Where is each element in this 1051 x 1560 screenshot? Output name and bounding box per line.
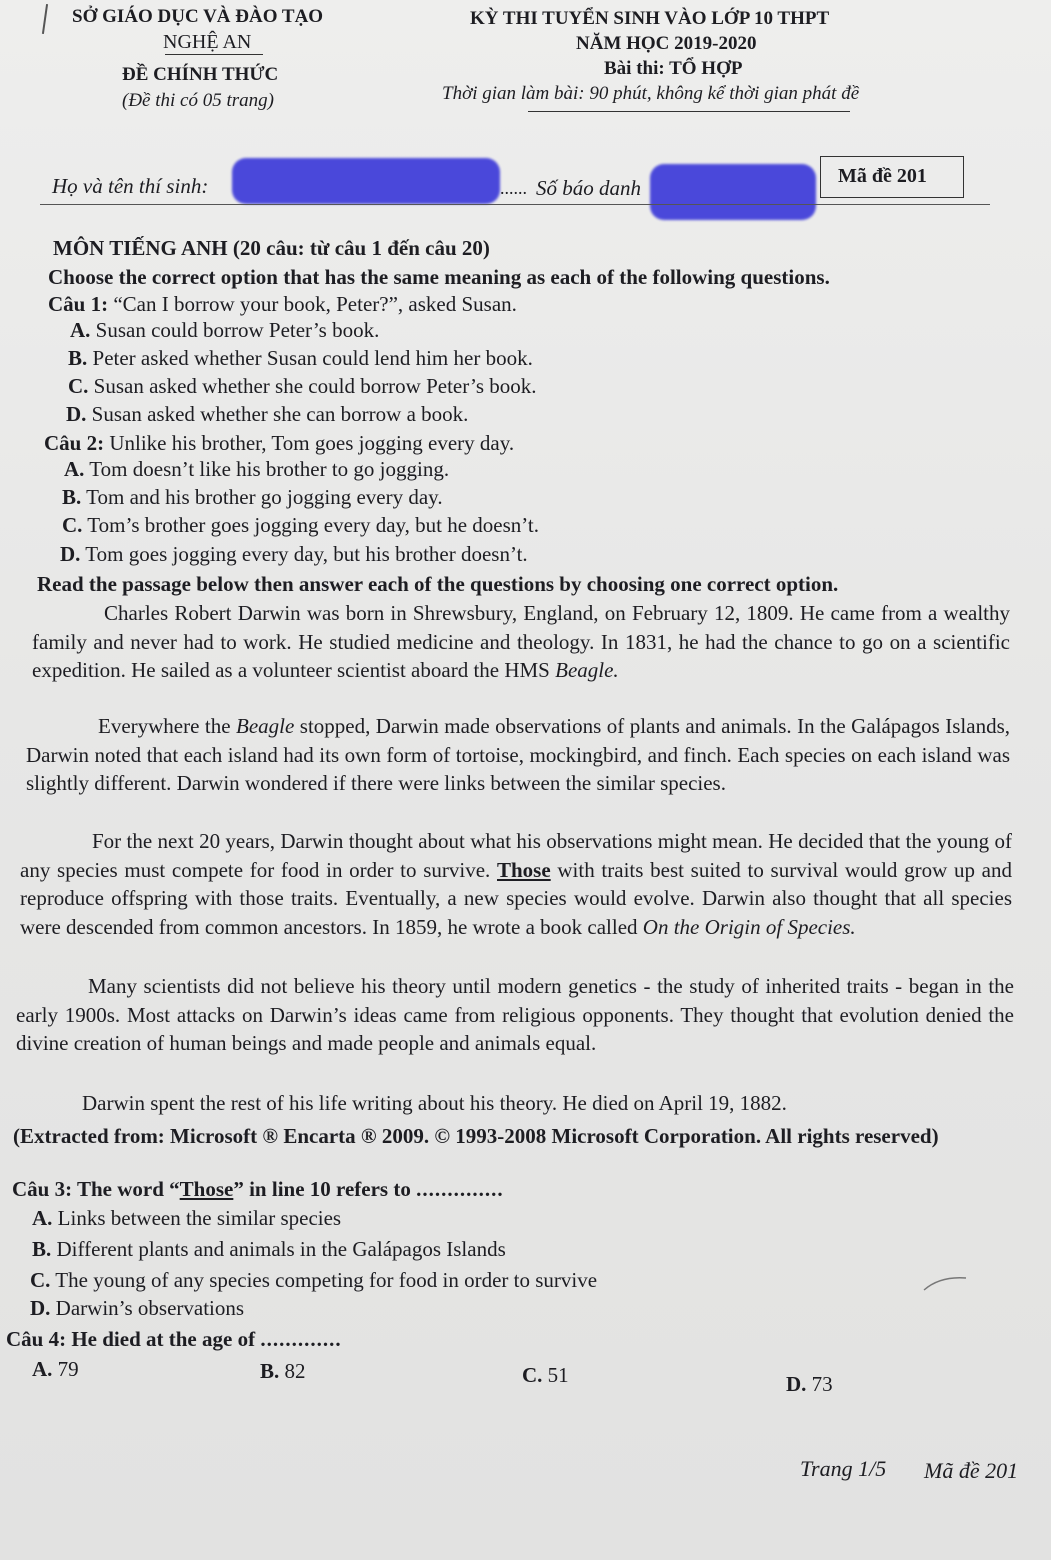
- passage-paragraph-5: Darwin spent the rest of his life writing about his theory. He died on April 19, 1882.: [82, 1091, 787, 1115]
- q3-option-a: A. Links between the similar species: [32, 1206, 342, 1230]
- q2-option-a: A. Tom doesn’t like his brother to go jogging.: [64, 457, 450, 481]
- header-page-count: (Đề thi có 05 trang): [122, 90, 274, 111]
- q4-option-d: D. 73: [786, 1372, 833, 1396]
- q2-option-b: B. Tom and his brother go jogging every day.: [62, 485, 443, 509]
- q4-option-c: C. 51: [522, 1363, 569, 1387]
- footer-code: Mã đề 201: [924, 1458, 1019, 1483]
- q2-option-c: C. Tom’s brother goes jogging every day, but he doesn’t.: [62, 513, 539, 537]
- q1-option-b: B. Peter asked whether Susan could lend him her book.: [68, 346, 533, 370]
- redacted-name: [232, 158, 500, 204]
- redacted-number: [650, 164, 816, 220]
- header-time: Thời gian làm bài: 90 phút, không kể thời gian phát đề: [442, 83, 860, 104]
- candidate-number-label: Số báo danh: [536, 176, 641, 200]
- q4-option-b: B. 82: [260, 1359, 306, 1383]
- header-exam-title: KỲ THI TUYỂN SINH VÀO LỚP 10 THPT: [470, 8, 830, 29]
- candidate-rule: [40, 204, 990, 205]
- exam-code: Mã đề 201: [838, 165, 927, 187]
- question-1-label: Câu 1:: [48, 292, 109, 316]
- section-instruction: Choose the correct option that has the same meaning as each of the following questions.: [48, 265, 830, 289]
- passage-paragraph-4: Many scientists did not believe his theory until modern genetics - the study of inherited traits - began in the early 1900s. Most attacks on Darwin’s ideas came from religious opponents. They thought that evolution denied the divine creation of human beings and made people and animals equal.: [16, 974, 1014, 1055]
- q3-option-b: B. Different plants and animals in the Galápagos Islands: [32, 1237, 506, 1261]
- reading-instruction: Read the passage below then answer each of the questions by choosing one correct option.: [37, 572, 839, 596]
- q1-option-d: D. Susan asked whether she can borrow a book.: [66, 402, 469, 426]
- question-2: [44, 431, 514, 456]
- question-1: [48, 292, 517, 317]
- section-title: MÔN TIẾNG ANH (20 câu: từ câu 1 đến câu 20): [53, 236, 490, 260]
- header-time-underline: [528, 111, 850, 112]
- header-school-year: NĂM HỌC 2019-2020: [576, 33, 757, 54]
- question-3-label: Câu 3:: [12, 1177, 73, 1201]
- q1-option-c: C. Susan asked whether she could borrow Peter’s book.: [68, 374, 537, 398]
- passage-paragraph-2: Everywhere the Beagle stopped, Darwin made observations of plants and animals. In the Galápagos Islands, Darwin noted that each island had its own form of tortoise, mockingbird, and finch. Each species on each island was slightly different. Darwin wondered if there were links between the similar species.: [26, 714, 1010, 795]
- question-2-text: Unlike his brother, Tom goes jogging every day.: [109, 431, 515, 455]
- header-subject: Bài thi: TỔ HỢP: [604, 58, 743, 79]
- margin-mark: [42, 4, 48, 34]
- candidate-name-label: Họ và tên thí sinh:: [52, 174, 209, 198]
- q3-option-c: C. The young of any species competing for food in order to survive: [30, 1268, 598, 1292]
- word-those: Those: [497, 857, 551, 882]
- passage-source: (Extracted from: Microsoft ® Encarta ® 2009. © 1993-2008 Microsoft Corporation. All rights reserved): [13, 1124, 939, 1148]
- footer-page: Trang 1/5: [800, 1456, 887, 1481]
- question-2-label: Câu 2:: [44, 431, 105, 455]
- question-4: Câu 4: He died at the age of .............: [6, 1327, 342, 1351]
- header-department: SỞ GIÁO DỤC VÀ ĐÀO TẠO: [72, 6, 324, 27]
- passage-paragraph-3: For the next 20 years, Darwin thought about what his observations might mean. He decided that the young of any species must compete for food in order to survive. Those with traits best suited to survival would grow up and reproduce offspring with those traits. Eventually, a new species would evolve. Darwin also thought that all species were descended from common ancestors. In 1859, he wrote a book called On the Origin of Species.: [20, 829, 1012, 939]
- candidate-dots: ......: [500, 178, 527, 198]
- passage-paragraph-1: Charles Robert Darwin was born in Shrewsbury, England, on February 12, 1809. He came from a wealthy family and never had to work. He studied medicine and theology. In 1831, he had the chance to go on a scientific expedition. He sailed as a volunteer scientist aboard the HMS Beagle.: [32, 601, 1010, 682]
- question-4-label: Câu 4:: [6, 1327, 67, 1351]
- question-3: Câu 3: The word “Those” in line 10 refers to ..............: [12, 1177, 504, 1201]
- header-province: NGHỆ AN: [163, 31, 252, 53]
- pencil-mark: [920, 1268, 970, 1298]
- q3-option-d: D. Darwin’s observations: [30, 1296, 245, 1320]
- q1-option-a: A. Susan could borrow Peter’s book.: [70, 318, 380, 342]
- question-1-text: “Can I borrow your book, Peter?”, asked Susan.: [113, 292, 517, 316]
- q2-option-d: D. Tom goes jogging every day, but his brother doesn’t.: [60, 542, 528, 566]
- q4-option-a: A. 79: [32, 1357, 79, 1381]
- province-underline: [165, 54, 263, 55]
- header-official: ĐỀ CHÍNH THỨC: [122, 64, 279, 85]
